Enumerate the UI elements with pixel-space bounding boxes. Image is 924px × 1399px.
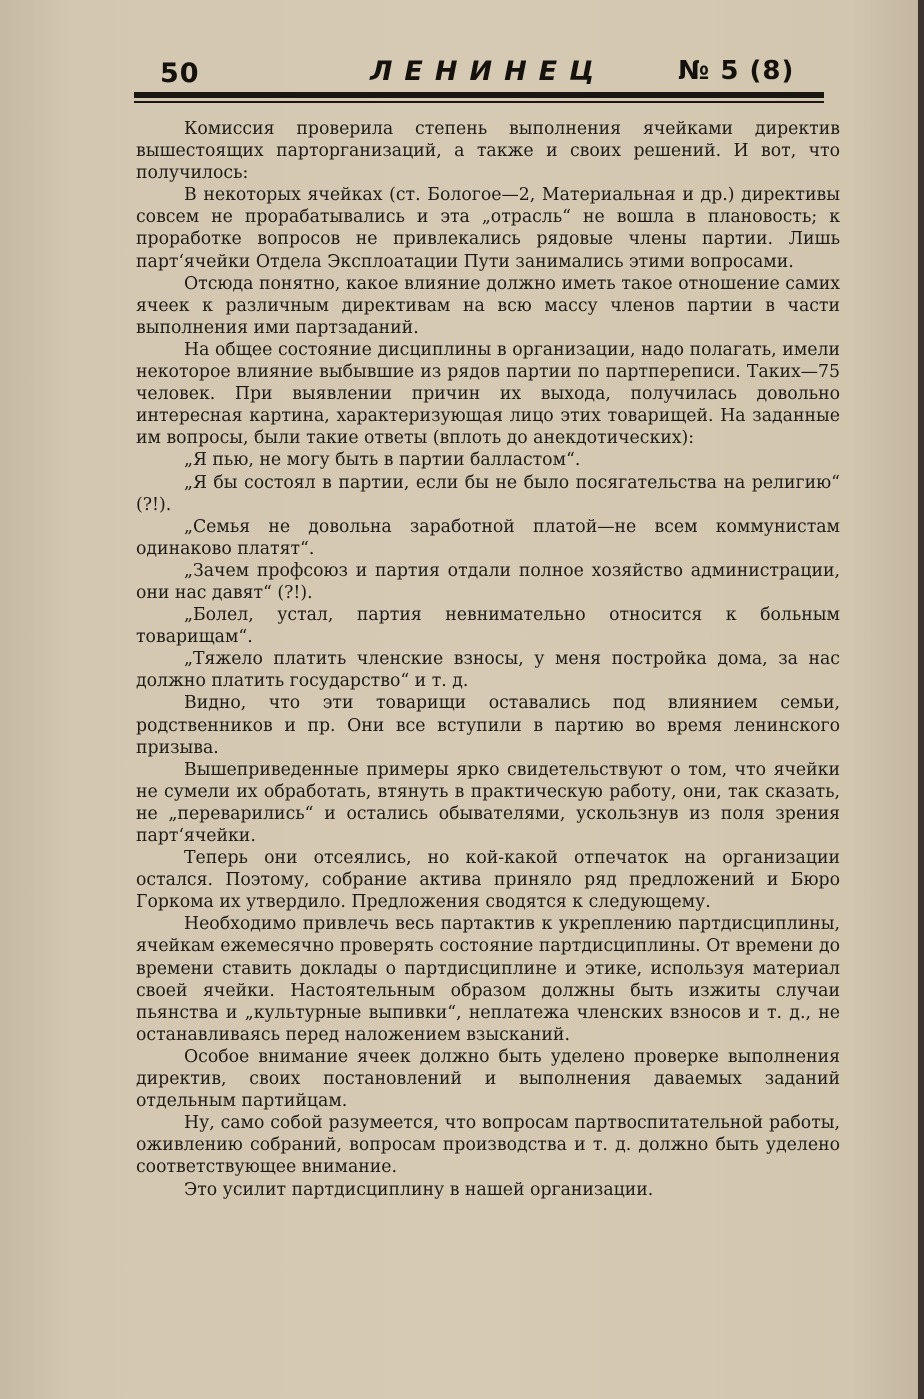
quote-paragraph: „Я бы состоял в партии, если бы не было посягательства на религию“ (?!).: [136, 472, 840, 515]
header-rule-thick: [134, 92, 824, 98]
paragraph: Отсюда понятно, какое влияние должно иметь такое отношение самих ячеек к различным директивам на всю массу членов партии в части выполнения ими партзаданий.: [136, 273, 840, 338]
paragraph: Теперь они отсеялись, но кой-какой отпечаток на организации остался. Поэтому, собрание актива приняло ряд предложений и Бюро Горкома их утвердило. Предложения сводятся к следующему.: [136, 848, 840, 913]
issue-number: № 5 (8): [678, 56, 795, 86]
paragraph: На общее состояние дисциплины в организации, надо полагать, имели некоторое влияние выбывшие из рядов партии по партпереписи. Таких—75 человек. При выявлении причин их выхода, получилась довольно интересная картина, характеризующая лицо этих товарищей. На заданные им вопросы, были такие ответы (вплоть до анекдотических):: [136, 339, 840, 449]
quote-paragraph: „Тяжело платить членские взносы, у меня постройка дома, за нас должно платить государство“ и т. д.: [136, 649, 840, 692]
page-edge-shadow: [918, 0, 924, 1399]
paragraph: Это усилит партдисциплину в нашей организации.: [184, 1179, 654, 1200]
quote-paragraph: „Я пью, не могу быть в партии балластом“.: [184, 450, 581, 471]
paragraph: Видно, что эти товарищи оставались под влиянием семьи, родственников и пр. Они все вступили в партию во время ленинского призыва.: [136, 693, 840, 758]
page-header: [160, 52, 820, 94]
quote-paragraph: „Зачем профсоюз и партия отдали полное хозяйство администрации, они нас давят“ (?!).: [136, 560, 840, 603]
paragraph: Необходимо привлечь весь партактив к укреплению партдисциплины, ячейкам ежемесячно проверять состояние партдисциплины. От времени до времени ставить доклады о партдисциплине и этике, используя материал своей ячейки. Настоятельным образом должны быть изжиты случаи пьянства и „культурные выпивки“, неплатежа членских взносов и т. д., не останавливаясь перед наложением взысканий.: [136, 914, 840, 1045]
paragraph: Вышеприведенные примеры ярко свидетельствуют о том, что ячейки не сумели их обработать, втянуть в практическую работу, они, так сказать, не „переварились“ и остались обывателями, ускользнув из поля зрения парт‘ячейки.: [136, 759, 840, 846]
quote-paragraph: „Семья не довольна заработной платой—не всем коммунистам одинаково платят“.: [136, 516, 840, 559]
paragraph: Комиссия проверила степень выполнения ячейками директив вышестоящих парторганизаций, а также и своих решений. И вот, что получилось:: [136, 119, 840, 184]
paragraph: Особое внимание ячеек должно быть уделено проверке выполнения директив, своих постановлений и выполнения даваемых заданий отдельным партийцам.: [136, 1046, 840, 1112]
page-number: 50: [160, 58, 200, 89]
journal-title: ЛЕНИНЕЦ: [370, 56, 607, 87]
paragraph: В некоторых ячейках (ст. Бологое—2, Материальная и др.) директивы совсем не прорабатывались и эта „отрасль“ не вошла в плановость; к проработке вопросов не привлекались рядовые члены партии. Лишь парт‘ячейки Отдела Эксплоатации Пути занимались этими вопросами.: [136, 185, 840, 272]
quote-paragraph: „Болел, устал, партия невнимательно относится к больным товарищам“.: [136, 605, 840, 648]
paragraph: Ну, само собой разумеется, что вопросам партвоспитательной работы, оживлению собраний, вопросам производства и т. д. должно быть уделено соответствующее внимание.: [136, 1113, 840, 1178]
header-rule-thin: [134, 101, 824, 103]
article-body: [136, 118, 840, 1201]
